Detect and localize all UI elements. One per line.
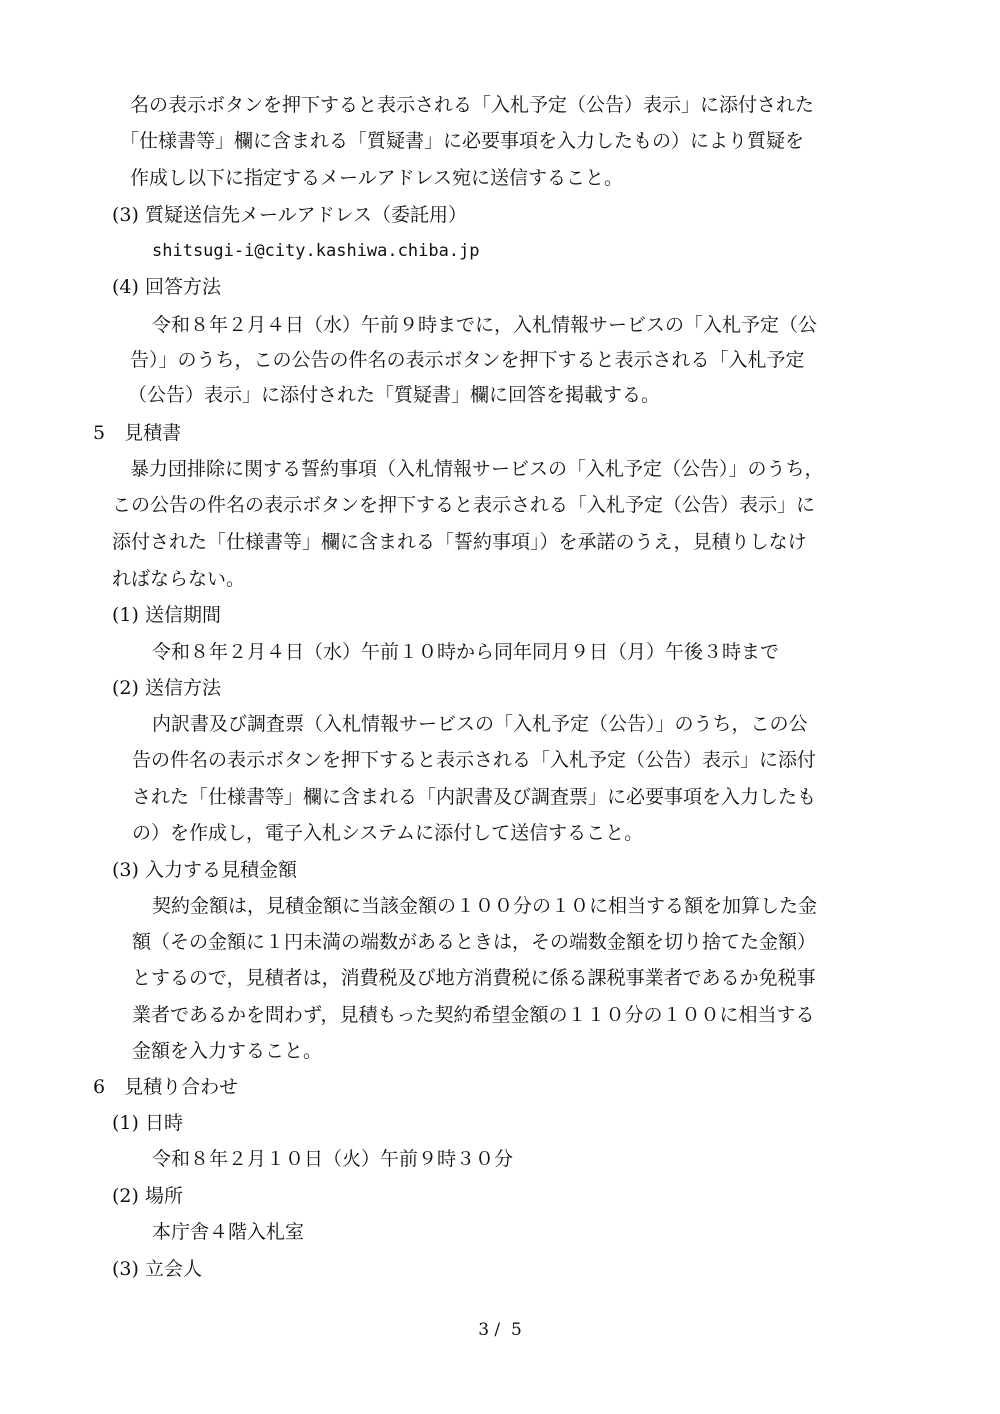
- body-text-line: 令和８年２月１０日（火）午前９時３０分: [152, 1148, 514, 1170]
- body-text-line: 名の表示ボタンを押下すると表示される「入札予定（公告）表示」に添付された: [130, 94, 815, 116]
- page-number: 3 / 5: [478, 1320, 522, 1340]
- body-text-line: （公告）表示」に添付された「質疑書」欄に回答を掲載する。: [128, 384, 661, 406]
- section-heading: 5 見積書: [93, 422, 182, 444]
- body-text-line: 契約金額は，見積金額に当該金額の１００分の１０に相当する額を加算した金: [152, 895, 818, 917]
- subsection-heading: (3) 入力する見積金額: [112, 859, 297, 881]
- body-text-line: 金額を入力すること。: [132, 1040, 323, 1062]
- subsection-heading: (4) 回答方法: [112, 276, 221, 298]
- body-text-line: 本庁舎４階入札室: [152, 1221, 305, 1243]
- body-text-line: 業者であるかを問わず，見積もった契約希望金額の１１０分の１００に相当する: [132, 1004, 815, 1026]
- body-text-line: 告の件名の表示ボタンを押下すると表示される「入札予定（公告）表示」に添付: [132, 749, 817, 771]
- subsection-heading: (3) 立会人: [112, 1258, 202, 1280]
- body-text-line: 「仕様書等」欄に含まれる「質疑書」に必要事項を入力したもの）により質疑を: [120, 130, 805, 152]
- body-text-line: この公告の件名の表示ボタンを押下すると表示される「入札予定（公告）表示」に: [112, 494, 816, 516]
- body-text-line: 添付された「仕様書等」欄に含まれる「誓約事項」）を承諾のうえ，見積りしなけ: [112, 531, 807, 553]
- body-text-line: 内訳書及び調査票（入札情報サービスの「入札予定（公告）」のうち，この公: [152, 713, 808, 735]
- body-text-line: 告）」のうち，この公告の件名の表示ボタンを押下すると表示される「入札予定: [130, 349, 805, 371]
- section-heading: 6 見積り合わせ: [93, 1076, 239, 1098]
- body-text-line: 作成し以下に指定するメールアドレス宛に送信すること。: [130, 167, 624, 189]
- body-text-line: 令和８年２月４日（水）午前１０時から同年同月９日（月）午後３時まで: [152, 641, 780, 663]
- subsection-heading: (3) 質疑送信先メールアドレス（委託用）: [112, 204, 468, 226]
- body-text-line: 令和８年２月４日（水）午前９時までに，入札情報サービスの「入札予定（公: [152, 314, 818, 336]
- subsection-heading: (1) 日時: [112, 1112, 183, 1134]
- body-text-line: ればならない。: [112, 568, 246, 590]
- body-text-line: された「仕様書等」欄に含まれる「内訳書及び調査票」に必要事項を入力したも: [132, 786, 817, 808]
- body-text-line: 額（その金額に１円未満の端数があるときは，その端数金額を切り捨てた金額）: [132, 931, 817, 953]
- subsection-heading: (2) 場所: [112, 1185, 183, 1207]
- subsection-heading: (1) 送信期間: [112, 604, 221, 626]
- email-address: shitsugi-i@city.kashiwa.chiba.jp: [152, 241, 480, 261]
- body-text-line: の）を作成し，電子入札システムに添付して送信すること。: [132, 822, 644, 844]
- body-text-line: とするので，見積者は，消費税及び地方消費税に係る課税事業者であるか免税事: [132, 967, 816, 989]
- subsection-heading: (2) 送信方法: [112, 677, 221, 699]
- body-text-line: 暴力団排除に関する誓約事項（入札情報サービスの「入札予定（公告）」のうち，: [130, 458, 824, 480]
